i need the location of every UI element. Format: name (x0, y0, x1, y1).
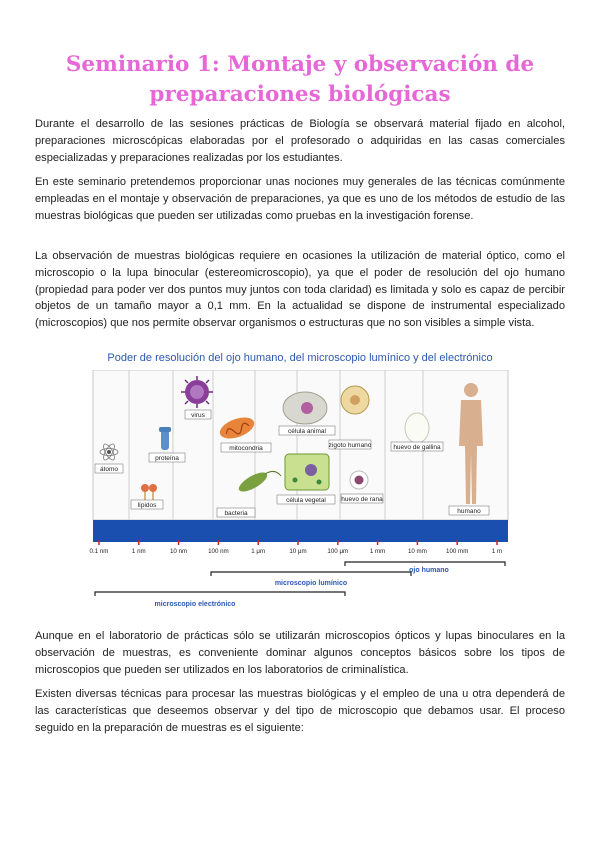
label-atomo: átomo (99, 466, 119, 473)
resolution-figure (85, 370, 515, 610)
paragraph-observation: La observación de muestras biológicas requiere en ocasiones la utilización de material óptico, como el microscopio o la lupa binocular (estereomicroscopio), ya que el poder de resolución del ojo humano (propiedad para poder ver dos puntos muy juntos con toda claridad) es limitada y solo es capaz de percibir objetos de un tamaño mayor a 0,1 mm. En la actualidad se dispone de instrumental especializado (microscopios) que nos permite observar organismos o estructuras que no son visibles a simple vista. (35, 250, 565, 330)
virus-icon (181, 376, 213, 408)
scale-tick-label: 1 nm (131, 548, 146, 555)
bracket-microscopio-luminico (211, 572, 411, 576)
bracket-ojo-humano (345, 562, 505, 566)
scale-band (93, 520, 508, 542)
label-zigoto-humano: zigoto humano (328, 442, 372, 449)
paragraph-intro: Durante el desarrollo de las sesiones prácticas de Biología se observará material fijado en alcohol, preparaciones microscópicas elaboradas por el profesorado o adquiridas en las casas comerciales especializadas y preparaciones realizadas por los estudiantes. (35, 118, 565, 164)
label-huevo-gallina: huevo de gallina (393, 444, 441, 451)
zygote-icon (341, 386, 369, 414)
scale-tick-label: 0.1 nm (89, 548, 109, 555)
label-proteina: proteína (155, 455, 179, 462)
label-celula-vegetal: célula vegetal (286, 497, 326, 504)
title-line-1: Seminario 1: Montaje y observación de (65, 52, 535, 77)
scale-tick-label: 1 m (491, 548, 503, 555)
scale-ticks (90, 540, 503, 555)
title-line-2: preparaciones biológicas (149, 82, 451, 107)
label-lipidos: lípidos (137, 502, 157, 509)
label-huevo-rana: huevo de rana (341, 496, 383, 503)
scale-tick-label: 1 μm (251, 548, 266, 555)
label-virus: virus (191, 412, 205, 419)
scale-tick-label: 100 nm (208, 548, 229, 555)
chicken-egg-icon (405, 413, 429, 443)
paragraph-seminar-goal: En este seminario pretendemos proporcionar unas nociones muy generales de las técnicas comúnmente empleadas en el montaje y observación de preparaciones, ya que es uno de los métodos de estudio de las muestras biológicas que pueden ser utilizadas como pruebas en la investigación forense. (35, 176, 565, 222)
page-title (30, 50, 570, 110)
scale-tick-label: 10 μm (289, 548, 307, 555)
bracket-microscopio-electronico (95, 592, 345, 596)
label-bacteria: bacteria (224, 510, 248, 517)
scale-tick-label: 100 μm (327, 548, 349, 555)
animal-cell-icon (283, 392, 327, 424)
scale-tick-label: 1 mm (369, 548, 386, 555)
range-microscopio-electronico: microscopio electrónico (154, 601, 236, 608)
figure-caption: Poder de resolución del ojo humano, del microscopio lumínico y del electrónico (107, 352, 493, 364)
scale-tick-label: 100 mm (446, 548, 469, 555)
paragraph-techniques: Existen diversas técnicas para procesar las muestras biológicas y el empleo de una u otra dependerá de las características que deseemos observar y del tipo de microscopio que debamos usar. El proceso seguido en la preparación de muestras es el siguiente: (35, 688, 565, 734)
label-humano: humano (457, 508, 481, 515)
plant-cell-icon (285, 454, 329, 490)
paragraph-laboratory: Aunque en el laboratorio de prácticas sólo se utilizarán microscopios ópticos y lupas binoculares en la observación de muestras, es conveniente dominar algunos conceptos básicos sobre los tipos de microscopios que pueden ser utilizados en los laboratorios de criminalística. (35, 630, 565, 676)
scale-tick-label: 10 nm (169, 548, 188, 555)
scale-tick-label: 10 mm (407, 548, 427, 555)
range-microscopio-luminico: microscopio lumínico (274, 580, 348, 587)
range-ojo-humano: ojo humano (409, 567, 449, 574)
frog-egg-icon (350, 471, 368, 489)
label-celula-animal: célula animal (288, 428, 326, 435)
label-mitocondria: mitocondria (229, 445, 263, 452)
